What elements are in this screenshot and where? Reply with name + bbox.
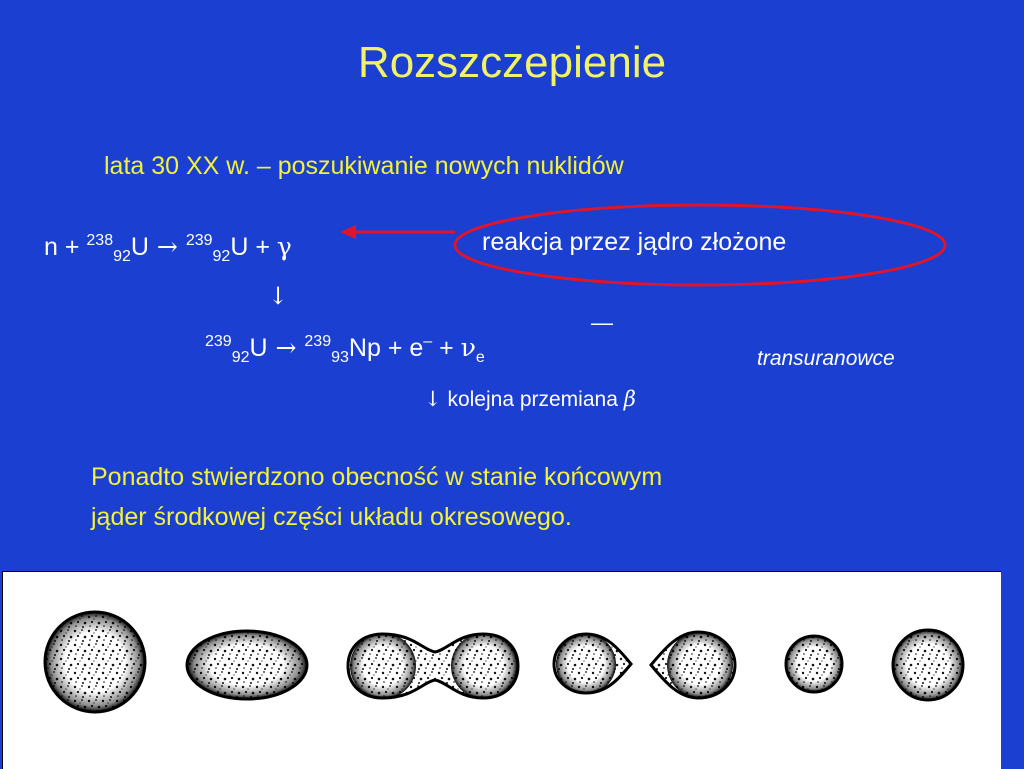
highlight-ellipse (455, 205, 945, 285)
stage-fragment-sphere-2 (893, 630, 963, 700)
subtitle: lata 30 XX w. – poszukiwanie nowych nuklidów (104, 152, 624, 180)
conclusion-line-2: jąder środkowej części układu okresowego. (91, 503, 572, 531)
stage-dumbbell (348, 633, 518, 699)
eq2-element-u: U (249, 334, 268, 362)
stage-sphere (45, 612, 145, 712)
beta-note-text: kolejna przemiana (441, 388, 624, 411)
eq1-element-u: U (130, 233, 149, 261)
eq2-mass-239b: 239 (304, 333, 332, 350)
beta-down-arrow: ↓ (424, 387, 442, 411)
eq1-z-92: 92 (113, 248, 131, 265)
eq1-lhs: n + (44, 233, 87, 261)
eq2-z-93: 93 (331, 349, 349, 366)
stage-fragment-sphere-1 (786, 636, 842, 692)
slide-title: Rozszczepienie (357, 38, 667, 87)
fission-illustration-panel (2, 571, 1001, 769)
eq2-element-np: Np (348, 334, 381, 362)
eq2-electron-charge: – (423, 333, 433, 350)
eq2-z-92: 92 (231, 349, 250, 366)
eq2-mass-239: 239 (205, 333, 232, 350)
down-arrow: ↓ (268, 282, 289, 310)
stage-oblate (187, 631, 307, 699)
eq2-nu-sub: e (475, 349, 485, 366)
beta-symbol: β (623, 387, 636, 411)
antineutrino-bar: — (591, 310, 613, 335)
eq2-nu: ν (460, 333, 476, 362)
stage-right-teardrop (651, 632, 735, 698)
transuranic-label: transuranowce (757, 347, 895, 370)
eq1-plus: + (248, 233, 277, 261)
eq1-mass-239: 239 (185, 232, 213, 249)
stage-left-teardrop (554, 634, 631, 694)
conclusion-line-1: Ponadto stwierdzono obecność w stanie końcowym (91, 463, 663, 491)
pointer-arrowhead (340, 225, 356, 239)
eq2-arrow: → (267, 333, 305, 362)
eq1-element-u2: U (230, 233, 249, 261)
compound-nucleus-label: reakcja przez jądro złożone (482, 228, 787, 256)
eq2-plus: + (432, 334, 461, 362)
eq2-electron: + e (380, 334, 424, 362)
eq1-mass-238: 238 (86, 232, 114, 249)
eq1-gamma: γ (276, 232, 292, 261)
fission-stages-figure (3, 572, 1001, 769)
eq1-arrow: → (148, 232, 186, 261)
eq1-z-92b: 92 (212, 248, 231, 265)
